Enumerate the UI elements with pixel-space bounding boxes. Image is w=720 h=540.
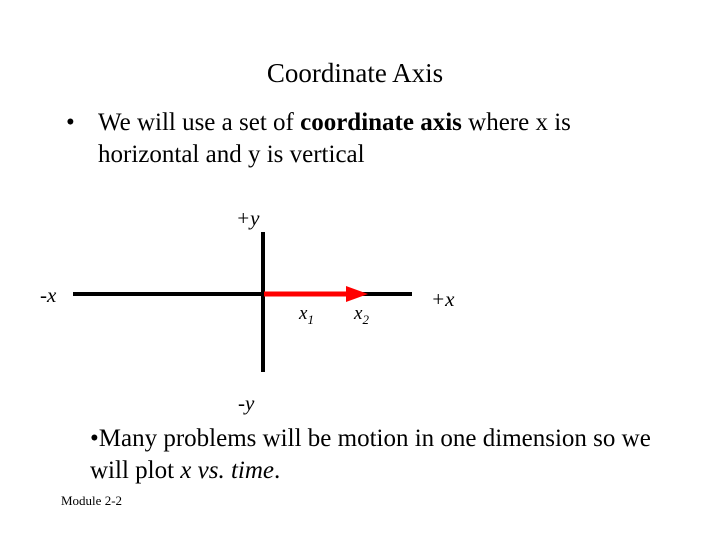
slide-title: Coordinate Axis (266, 58, 444, 88)
bullet-one-dimension (90, 423, 690, 487)
bullet-marker: • (66, 109, 75, 136)
positive-y-label: +y (236, 206, 260, 230)
bullet-text-start: We will use a set of (98, 109, 301, 136)
x2-label: $x_2$ (354, 303, 369, 327)
x1-label: $x_1$ (299, 303, 314, 327)
bullet-text-start: Many problems will be motion in one dimension so we will plot (90, 425, 651, 484)
bullet-text-end: . (274, 457, 281, 484)
displacement-arrow-head (346, 286, 368, 302)
bullet-text-italic: x vs. time (180, 457, 275, 484)
bullet-text-end: where x is horizontal and y is vertical (98, 109, 571, 168)
footer-module-label: Module 2-2 (61, 493, 123, 508)
negative-y-label: -y (238, 391, 255, 415)
positive-x-label: +x (431, 287, 455, 311)
negative-x-label: -x (40, 283, 57, 307)
bullet-marker: • (90, 425, 99, 452)
bullet-text-bold: coordinate axis (300, 109, 462, 136)
